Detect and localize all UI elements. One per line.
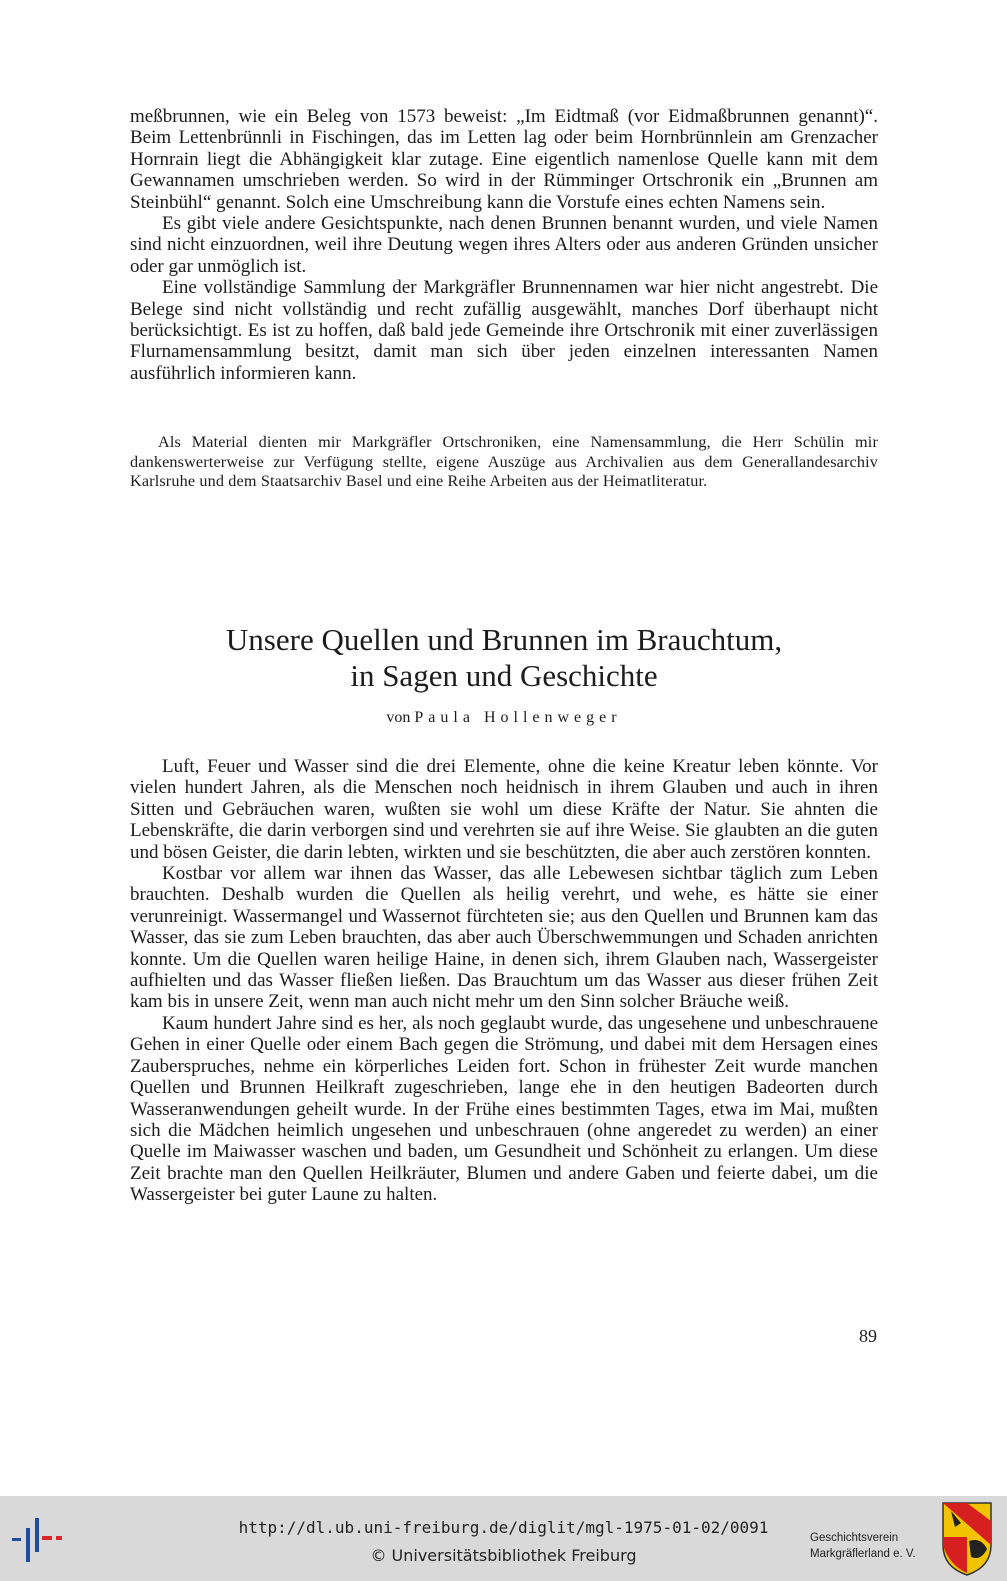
copyright-notice: © Universitätsbibliothek Freiburg	[370, 1546, 637, 1565]
source-note	[130, 433, 878, 492]
society-name-line: Geschichtsverein	[810, 1532, 899, 1544]
viewer-footer	[0, 1496, 1007, 1581]
article-body	[130, 756, 878, 1206]
byline	[130, 708, 878, 728]
source-note-text: Als Material dienten mir Markgräfler Ortschroniken, eine Namensammlung, die Herr Schülin mir dankenswerterweise zur Verfügung stellte, eigene Auszüge aus Archivalien aus dem Generallandesarchiv Karlsruhe und dem Staatsarchiv Basel und eine Reihe Arbeiten aus der Heimatliteratur.	[130, 433, 878, 491]
continued-text-block	[130, 106, 878, 384]
article-title-line: in Sagen und Geschichte	[350, 658, 658, 693]
paragraph: Kaum hundert Jahre sind es her, als noch geglaubt wurde, das ungesehene und unbeschrauene Gehen in einer Quelle oder einem Bach gegen die Strömung, und dabei mit dem Hersagen eines Zauberspruches, nehme ein körperliches Leiden fort. Schon in frühester Zeit wurde manchen Quellen und Brunnen Heilkraft zugeschrieben, lange ehe in den heutigen Badeorten durch Wasseranwendungen geheilt wurde. In der Frühe eines bestimmten Tages, etwa im Mai, mußten sich die Mädchen heimlich ungesehen und unbeschrauen (ohne angeredet zu werden) an einer Quelle im Maiwasser waschen und baden, um Gesundheit und Schönheit zu erlangen. Um diese Zeit brachte man den Quellen Heilkräuter, Blumen und andere Gaben und feierte dabei, um die Wassergeister bei guter Laune zu halten.	[130, 1012, 878, 1206]
paragraph: Eine vollständige Sammlung der Markgräfler Brunnennamen war hier nicht angestrebt. Die Belege sind nicht vollständig und recht zufällig ausgewählt, manches Dorf überhaupt nicht berücksichtigt. Es ist zu hoffen, daß bald jede Gemeinde ihre Ortschronik mit einer zuverlässigen Flurnamensammlung besitzt, damit man sich über jeden einzelnen interessanten Namen ausführlich informieren kann.	[130, 277, 878, 384]
author-name: Paula Hollenweger	[414, 709, 622, 726]
paragraph: Es gibt viele andere Gesichtspunkte, nach denen Brunnen benannt wurden, und viele Namen sind nicht einzuordnen, weil ihre Deutung wegen ihres Alters oder aus anderen Gründen unsicher oder gar unmöglich ist.	[130, 213, 878, 277]
permalink-url[interactable]: http://dl.ub.uni-freiburg.de/diglit/mgl-1975-01-02/0091	[238, 1518, 769, 1537]
page-number: 89	[859, 1326, 877, 1346]
coat-of-arms-icon	[941, 1501, 993, 1577]
society-name-line: Markgräflerland e. V.	[810, 1548, 916, 1560]
byline-prefix: von	[386, 709, 411, 726]
paragraph: Kostbar vor allem war ihnen das Wasser, das alle Lebewesen sichtbar täglich zum Leben brauchten. Deshalb wurden die Quellen als heilig verehrt, und wehe, es hätte sie einer verunreinigt. Wassermangel und Wassernot fürchteten sie; aus den Quellen und Brunnen kam das Wasser, das sie zum Leben brauchten, das aber auch Überschwemmungen und Schaden anrichten konnte. Um die Quellen waren heilige Haine, in denen sich, ihrem Glauben nach, Wassergeister aufhielten und das Wasser fließen ließen. Das Brauchtum um das Wasser aus dieser frühen Zeit kam bis in unsere Zeit, wenn man auch nicht mehr um den Sinn solcher Bräuche weiß.	[130, 863, 878, 1013]
article-title-line: Unsere Quellen und Brunnen im Brauchtum,	[225, 622, 783, 657]
paragraph: meßbrunnen, wie ein Beleg von 1573 beweist: „Im Eidtmaß (vor Eidmaßbrunnen genannt)“. Beim Lettenbrünnli in Fischingen, das im Letten lag oder beim Hornbrünnlein am Grenzacher Hornrain liegt die Abhängigkeit klar zutage. Eine eigentlich namenlose Quelle kann mit dem Gewannamen umschrieben werden. So wird in der Rümminger Ortschronik ein „Brunnen am Steinbühl“ genannt. Solch eine Umschreibung kann die Vorstufe eines echten Namens sein.	[130, 106, 878, 213]
society-name	[810, 1530, 935, 1562]
article-title	[130, 622, 878, 694]
paragraph: Luft, Feuer und Wasser sind die drei Elemente, ohne die keine Kreatur leben könnte. Vor vielen hundert Jahren, als die Menschen noch heidnisch in ihrem Glauben und auch in ihren Sitten und Gebräuchen waren, wußten sie wohl um diese Kräfte der Natur. Sie ahnten die Lebenskräfte, die darin verborgen sind und verehrten sie auf ihre Weise. Sie glaubten an die guten und bösen Geister, die darin lebten, wirkten und sie beschützten, die aber auch zerstören konnten.	[130, 756, 878, 863]
